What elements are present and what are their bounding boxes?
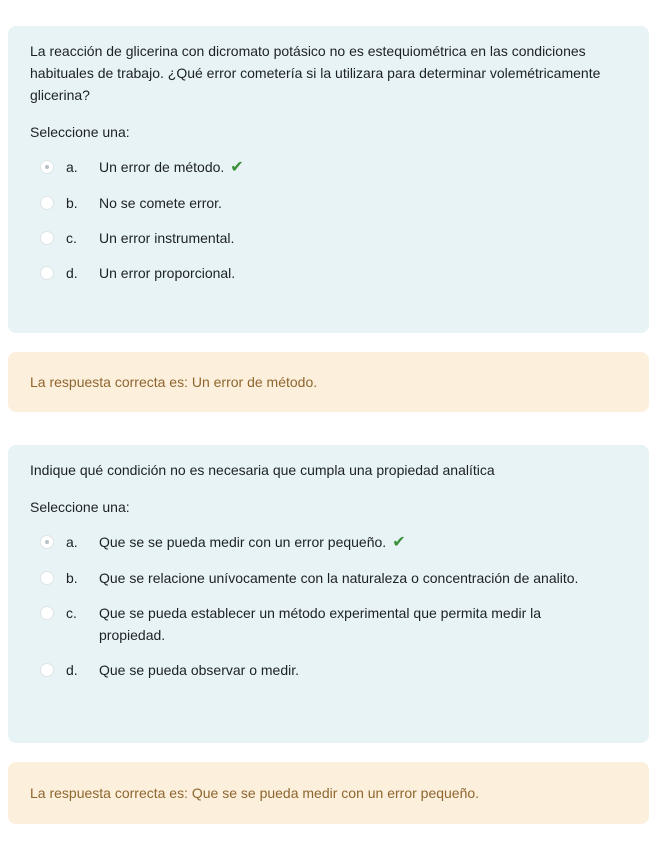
feedback-2 — [8, 762, 649, 824]
answer-option-d[interactable] — [30, 262, 627, 284]
select-prompt: Seleccione una: — [30, 499, 130, 515]
answer-option-d[interactable] — [30, 659, 627, 681]
option-text: Un error proporcional. — [99, 265, 236, 281]
question-1 — [8, 26, 649, 333]
option-text: Que se se pueda medir con un error pequeño. ✔ — [99, 534, 406, 551]
radio-button[interactable] — [40, 571, 54, 585]
radio-button[interactable] — [40, 266, 54, 280]
option-letter: d. — [66, 265, 78, 281]
check-icon: ✔ — [392, 534, 406, 551]
option-letter: a. — [66, 534, 78, 550]
option-letter: b. — [66, 570, 78, 586]
question-text: Indique qué condición no es necesaria que cumpla una propiedad analítica — [30, 462, 495, 478]
feedback-1 — [8, 352, 649, 412]
radio-button[interactable] — [40, 196, 54, 210]
question-2 — [8, 445, 649, 743]
answer-option-b[interactable] — [30, 567, 627, 589]
option-letter: c. — [66, 605, 77, 621]
radio-button[interactable] — [40, 606, 54, 620]
radio-button[interactable] — [40, 160, 54, 174]
radio-button[interactable] — [40, 231, 54, 245]
question-text: La reacción de glicerina con dicromato potásico no es estequiométrica en las condiciones habituales de trabajo. ¿Qué error cometería si la utilizara para determinar volemétricamente glicerina? — [30, 43, 601, 103]
answer-option-a[interactable] — [30, 156, 627, 179]
option-text: Que se relacione unívocamente con la naturaleza o concentración de analito. — [99, 570, 579, 586]
option-letter: d. — [66, 662, 78, 678]
answer-option-a[interactable] — [30, 531, 627, 554]
answer-option-c[interactable] — [30, 227, 627, 249]
correct-answer-feedback: La respuesta correcta es: Que se se pueda medir con un error pequeño. — [30, 785, 480, 801]
answer-list — [30, 531, 627, 681]
check-icon: ✔ — [230, 159, 244, 176]
option-letter: c. — [66, 230, 77, 246]
option-letter: b. — [66, 195, 78, 211]
option-text: Que se pueda establecer un método experimental que permita medir la propiedad. — [99, 605, 542, 643]
radio-button[interactable] — [40, 535, 54, 549]
correct-answer-feedback: La respuesta correcta es: Un error de método. — [30, 374, 318, 390]
answer-option-b[interactable] — [30, 192, 627, 214]
select-prompt: Seleccione una: — [30, 124, 130, 140]
radio-button[interactable] — [40, 663, 54, 677]
answer-list — [30, 156, 627, 284]
option-text: No se comete error. — [99, 195, 222, 211]
option-text: Un error de método. ✔ — [99, 159, 244, 176]
option-letter: a. — [66, 159, 78, 175]
answer-option-c[interactable] — [30, 602, 627, 646]
option-text: Que se pueda observar o medir. — [99, 662, 300, 678]
option-text: Un error instrumental. — [99, 230, 235, 246]
